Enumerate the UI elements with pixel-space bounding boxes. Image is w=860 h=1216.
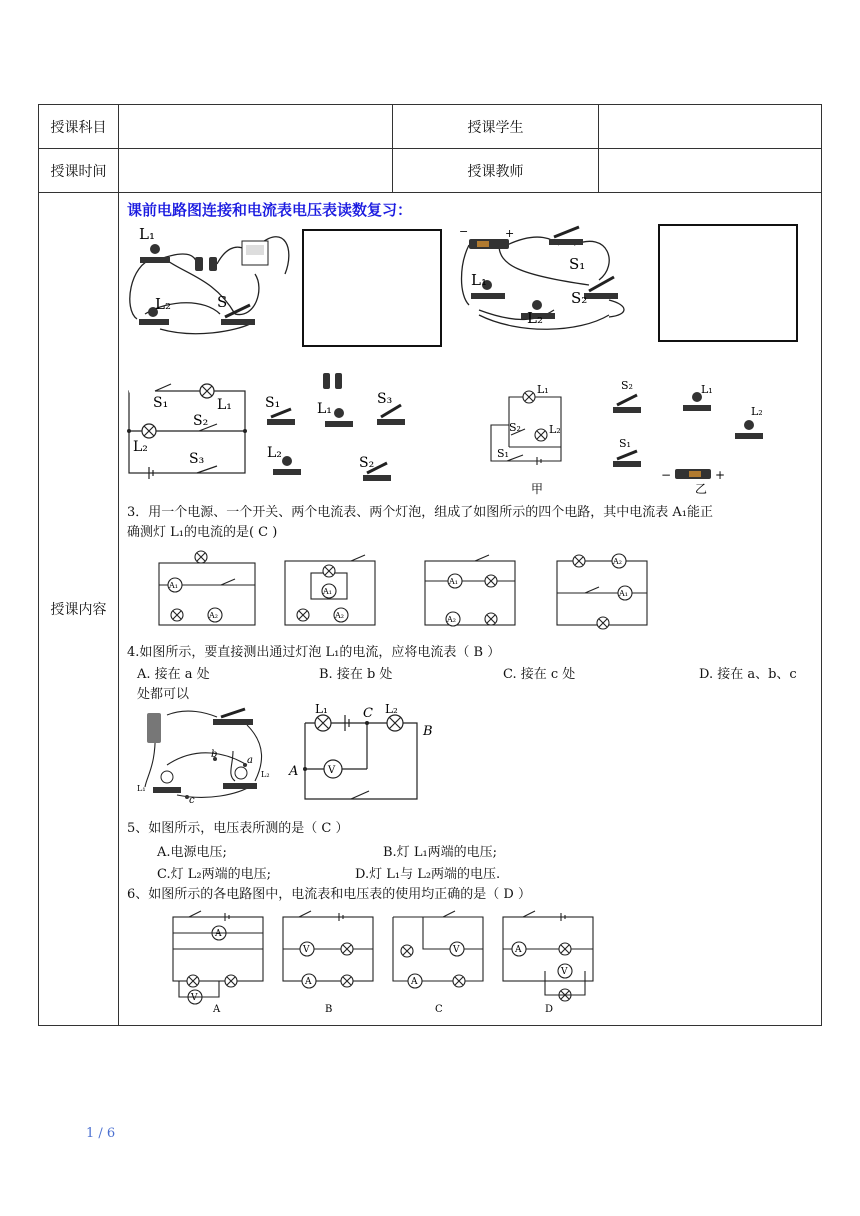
physical-circuit-2 xyxy=(459,225,639,345)
q6-label-b: B xyxy=(325,1004,333,1015)
teacher-value[interactable] xyxy=(599,149,822,193)
physical-components-set xyxy=(259,371,409,491)
fig3-s1: S₁ xyxy=(153,395,169,411)
fig5-l2: L₂ xyxy=(549,423,561,436)
fig6-s2: S₂ xyxy=(621,379,633,392)
fig2-s2: S₂ xyxy=(571,289,588,307)
q3c4-A1: A₁ xyxy=(619,589,628,598)
q4s-V: V xyxy=(328,765,336,776)
fig4-l1: L₁ xyxy=(317,401,332,417)
subject-value[interactable] xyxy=(119,105,393,149)
q4s-l1: L₁ xyxy=(315,702,328,716)
fig1-l2: L₂ xyxy=(155,295,171,313)
physical-circuit-1 xyxy=(125,219,295,339)
q4-optC[interactable]: C. 接在 c 处 xyxy=(503,667,576,682)
fig5-s1: S₁ xyxy=(497,447,509,460)
q4s-C: C xyxy=(363,706,373,721)
q6d-amm: A xyxy=(515,945,522,955)
q4-c: c xyxy=(189,795,195,806)
schematic-s1-s2-s3 xyxy=(125,379,255,479)
time-label: 授课时间 xyxy=(39,149,119,193)
q6b-amm: A xyxy=(305,977,312,987)
q3c2-A2: A₂ xyxy=(335,611,344,620)
q5-optC[interactable]: C.灯 L₂两端的电压; xyxy=(157,867,271,882)
fig4-s2: S₂ xyxy=(359,455,375,471)
q3c3-A2: A₂ xyxy=(447,615,456,624)
fig5-jia: 甲 xyxy=(531,482,544,496)
q4-a: a xyxy=(247,755,253,766)
fig2-plus: + xyxy=(505,227,515,240)
q3c1-A2: A₂ xyxy=(209,611,218,620)
schematic-jia xyxy=(489,383,579,503)
content-cell xyxy=(119,193,822,1026)
fig6-s1: S₁ xyxy=(619,437,631,450)
fig2-l2: L₂ xyxy=(527,309,543,327)
q6-stem: 6、如图所示的各电路图中，电流表和电压表的使用均正确的是（ D ） xyxy=(127,887,531,902)
fig3-s3: S₃ xyxy=(189,451,205,467)
q4-optD-cont: 处都可以 xyxy=(137,687,190,702)
q3c1-A1: A₁ xyxy=(169,581,178,590)
fig6-yi: 乙 xyxy=(695,482,708,496)
time-value[interactable] xyxy=(119,149,393,193)
fig6-plus: + xyxy=(715,468,726,482)
q3c3-A1: A₁ xyxy=(449,577,458,586)
q5-optD[interactable]: D.灯 L₁与 L₂两端的电压. xyxy=(355,867,501,882)
q6-label-c: C xyxy=(435,1004,443,1015)
q6d-volt: V xyxy=(561,967,568,977)
q3c2-A1: A₁ xyxy=(323,587,332,596)
q3-circuits xyxy=(155,549,655,633)
drawing-box-2[interactable] xyxy=(658,224,798,342)
review-heading: 课前电路图连接和电流表电压表读数复习： xyxy=(127,201,413,219)
q4-schematic xyxy=(287,702,467,805)
q4s-l2: L₂ xyxy=(385,702,398,716)
q5-optB[interactable]: B.灯 L₁两端的电压; xyxy=(383,845,498,860)
physical-yi xyxy=(605,371,775,501)
content-label: 授课内容 xyxy=(39,193,119,1026)
drawing-box-1[interactable] xyxy=(302,229,442,347)
q4-physical-figure xyxy=(137,705,277,805)
fig3-s2: S₂ xyxy=(193,413,209,429)
q4s-B: B xyxy=(423,724,433,739)
fig2-s1: S₁ xyxy=(569,255,586,273)
q3c4-A2: A₂ xyxy=(613,557,622,566)
q5-stem: 5、如图所示，电压表所测的是（ C ） xyxy=(127,821,349,836)
q4-l2: L₂ xyxy=(261,770,270,779)
fig2-minus: − xyxy=(459,225,469,238)
fig6-l2: L₂ xyxy=(751,405,763,418)
q6c-volt: V xyxy=(453,945,460,955)
lesson-table xyxy=(38,104,822,1026)
fig6-minus: − xyxy=(661,468,672,482)
q4-optD[interactable]: D. 接在 a、b、c xyxy=(699,667,797,682)
q4-optB[interactable]: B. 接在 b 处 xyxy=(319,667,393,682)
q6-circuits xyxy=(169,909,609,1013)
student-label: 授课学生 xyxy=(393,105,599,149)
fig4-l2: L₂ xyxy=(267,445,282,461)
fig5-s2: S₂ xyxy=(509,421,521,434)
q6b-volt: V xyxy=(303,945,310,955)
q6a-volt: V xyxy=(191,993,198,1003)
fig3-l1: L₁ xyxy=(217,397,232,413)
fig3-l2: L₂ xyxy=(133,439,148,455)
page-number: 1 / 6 xyxy=(86,1126,116,1141)
q6a-amm: A xyxy=(215,929,222,939)
q6c-amm: A xyxy=(411,977,418,987)
q6-label-d: D xyxy=(545,1004,554,1015)
q4-optA[interactable]: A. 接在 a 处 xyxy=(137,667,210,682)
q3-line1: 3．用一个电源、一个开关、两个电流表、两个灯泡，组成了如图所示的四个电路，其中电流表 A₁能正 xyxy=(127,505,714,520)
fig4-s1: S₁ xyxy=(265,395,281,411)
fig4-s3: S₃ xyxy=(377,391,393,407)
q4-b: b xyxy=(211,749,218,760)
fig6-l1: L₁ xyxy=(701,383,713,396)
teacher-label: 授课教师 xyxy=(393,149,599,193)
q3-line2: 确测灯 L₁的电流的是( C ) xyxy=(127,525,278,540)
q4-stem: 4.如图所示，要直接测出通过灯泡 L₁的电流，应将电流表（ B ） xyxy=(127,645,501,660)
fig1-l1: L₁ xyxy=(139,225,155,243)
student-value[interactable] xyxy=(599,105,822,149)
fig5-l1: L₁ xyxy=(537,383,549,396)
subject-label: 授课科目 xyxy=(39,105,119,149)
fig1-s: S xyxy=(217,293,228,311)
fig2-l1: L₁ xyxy=(471,271,487,289)
q4s-A: A xyxy=(289,764,299,779)
q5-optA[interactable]: A.电源电压; xyxy=(157,845,227,860)
q4-l1: L₁ xyxy=(137,784,146,793)
q6-label-a: A xyxy=(213,1004,221,1015)
